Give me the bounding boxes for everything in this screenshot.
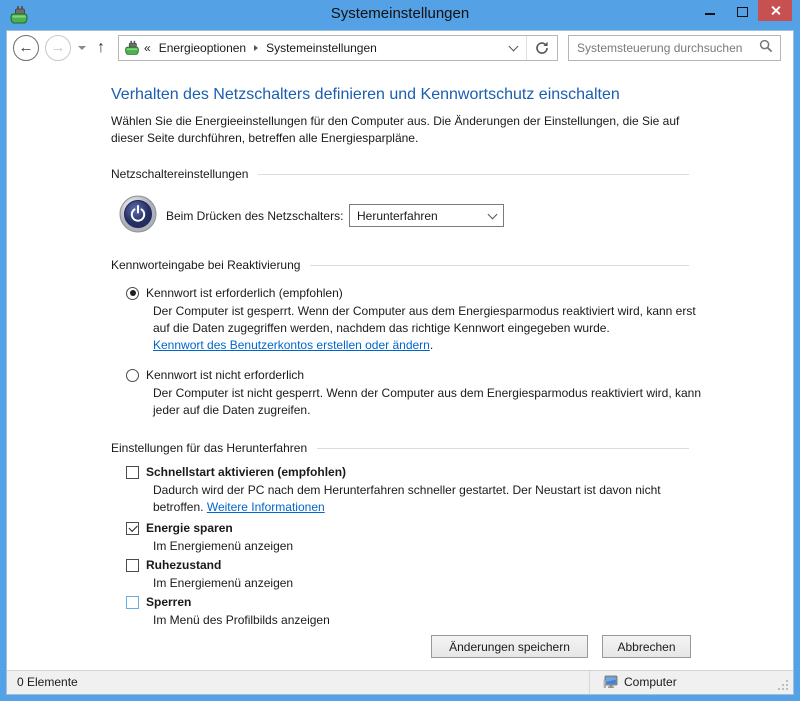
location-indicator xyxy=(603,674,677,690)
window-title: Systemeinstellungen xyxy=(330,5,470,22)
window-frame xyxy=(6,30,794,695)
radio-label: Kennwort ist nicht erforderlich xyxy=(146,368,305,382)
checkbox-label: Ruhezustand xyxy=(146,558,222,572)
search-box xyxy=(568,35,781,61)
status-divider xyxy=(589,671,590,694)
checkbox-hibernate[interactable] xyxy=(126,559,139,572)
power-button-row xyxy=(119,195,793,236)
title-bar xyxy=(0,0,800,30)
radio-label: Kennwort ist erforderlich (empfohlen) xyxy=(146,286,343,300)
search-input[interactable] xyxy=(569,36,759,60)
caption-buttons xyxy=(694,0,792,21)
recent-pages-dropdown-icon[interactable] xyxy=(78,46,86,50)
checkbox-sleep[interactable] xyxy=(126,522,139,535)
status-bar xyxy=(7,670,793,694)
radio-password-not-required[interactable] xyxy=(126,369,139,382)
power-options-icon xyxy=(124,40,140,56)
radio-password-required[interactable] xyxy=(126,287,139,300)
breadcrumb-item-systemeinstellungen[interactable]: Systemeinstellungen xyxy=(266,40,377,55)
checkbox-option-fast-startup xyxy=(126,465,793,516)
refresh-icon xyxy=(535,41,549,55)
more-info-link[interactable]: Weitere Informationen xyxy=(206,500,325,514)
power-button-icon xyxy=(119,195,157,236)
checkbox-description: Im Energiemenü anzeigen xyxy=(153,576,294,590)
item-count: 0 Elemente xyxy=(17,675,78,689)
address-bar[interactable] xyxy=(118,35,558,61)
refresh-button[interactable] xyxy=(527,36,557,60)
close-icon xyxy=(770,5,781,16)
checkbox-description: Im Energiemenü anzeigen xyxy=(153,539,294,553)
change-password-link[interactable]: Kennwort des Benutzerkontos erstellen oder ändern xyxy=(153,338,430,352)
checkbox-lock[interactable] xyxy=(126,596,139,609)
close-button[interactable] xyxy=(758,0,792,21)
location-label: Computer xyxy=(624,675,677,689)
radio-option-password-required xyxy=(126,286,793,354)
save-changes-button[interactable]: Änderungen speichern xyxy=(431,635,588,658)
computer-icon xyxy=(603,674,619,690)
address-dropdown-icon[interactable] xyxy=(501,39,526,56)
section-header-shutdown: Einstellungen für das Herunterfahren xyxy=(111,441,689,455)
maximize-button[interactable] xyxy=(726,0,758,21)
radio-option-password-not-required xyxy=(126,368,793,419)
checkbox-fast-startup[interactable] xyxy=(126,466,139,479)
main-content xyxy=(7,64,793,670)
navigation-toolbar xyxy=(7,31,793,64)
resize-grip[interactable] xyxy=(786,688,788,690)
checkbox-option-lock xyxy=(126,595,793,629)
page-title: Verhalten des Netzschalters definieren und Kennwortschutz einschalten xyxy=(111,86,620,103)
breadcrumb-separator-icon[interactable] xyxy=(254,45,258,51)
page-intro: Wählen Sie die Energieeinstellungen für den Computer aus. Die Änderungen der Einstellungen, die Sie auf dieser Seite durchführen, betreffen alle Energiesparpläne. xyxy=(111,114,680,145)
breadcrumb-item-energieoptionen[interactable]: Energieoptionen xyxy=(158,40,247,55)
breadcrumb-overflow-chevron[interactable]: « xyxy=(144,40,151,55)
checkbox-description: Im Menü des Profilbilds anzeigen xyxy=(153,613,330,627)
power-action-label: Beim Drücken des Netzschalters: xyxy=(166,208,344,223)
cancel-button[interactable]: Abbrechen xyxy=(602,635,691,658)
section-header-power: Netzschaltereinstellungen xyxy=(111,167,689,181)
section-header-password: Kennworteingabe bei Reaktivierung xyxy=(111,258,689,272)
forward-button[interactable]: → xyxy=(45,35,71,61)
maximize-icon xyxy=(737,7,748,17)
checkbox-option-sleep xyxy=(126,521,793,555)
checkbox-label: Schnellstart aktivieren (empfohlen) xyxy=(146,465,347,479)
checkbox-description: Dadurch wird der PC nach dem Herunterfahren schneller gestartet. Der Neustart ist davon nicht betroffen. Weitere Informationen xyxy=(153,483,661,514)
minimize-button[interactable] xyxy=(694,0,726,21)
power-action-select[interactable]: Herunterfahren xyxy=(349,204,504,227)
checkbox-label: Energie sparen xyxy=(146,521,233,535)
minimize-icon xyxy=(705,13,715,15)
radio-description: Der Computer ist nicht gesperrt. Wenn der Computer aus dem Energiesparmodus reaktiviert wird, kann jeder auf die Daten zugreifen. xyxy=(153,386,702,417)
radio-description: Der Computer ist gesperrt. Wenn der Computer aus dem Energiesparmodus reaktiviert wird, kann erst auf die Daten zugegriffen werden, nachdem das richtige Kennwort eingegeben wurde. Kennwort des Benutzerkontos erstellen oder ändern. xyxy=(153,304,696,352)
search-icon[interactable] xyxy=(759,39,773,56)
checkbox-label: Sperren xyxy=(146,595,192,609)
footer-buttons xyxy=(431,635,691,658)
back-button[interactable]: ← xyxy=(13,35,39,61)
up-button[interactable]: ↑ xyxy=(90,39,112,57)
chevron-down-icon xyxy=(488,210,498,220)
checkbox-option-hibernate xyxy=(126,558,793,592)
